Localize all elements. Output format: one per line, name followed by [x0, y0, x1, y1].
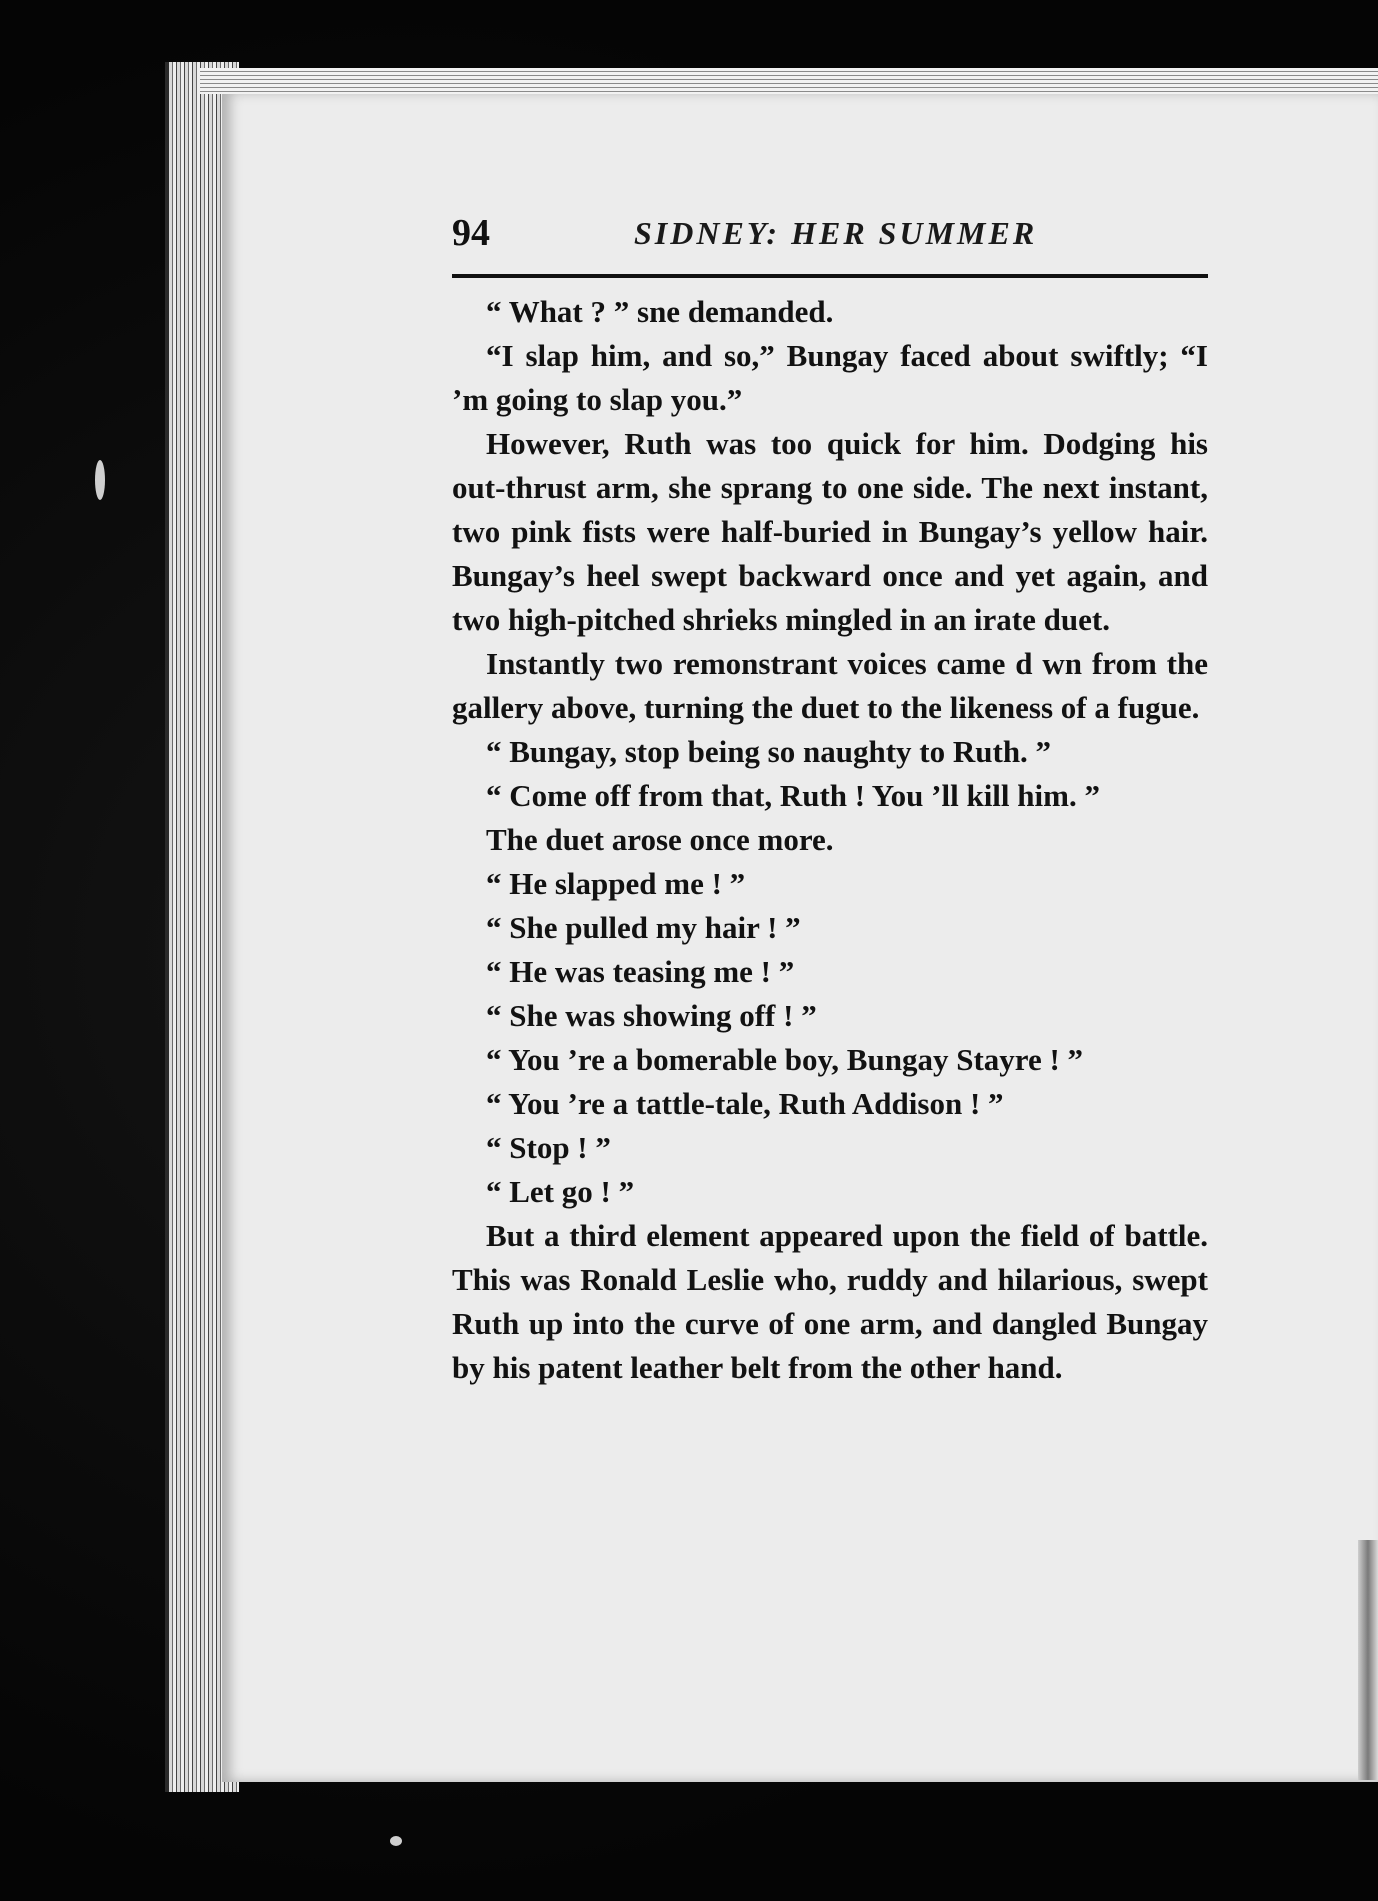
- paragraph: “ What ? ” sne demanded.: [486, 294, 834, 329]
- running-head: [452, 205, 1208, 265]
- dialogue-line: “ She was showing off ! ”: [486, 998, 817, 1033]
- dialogue-line: “ Stop ! ”: [486, 1130, 611, 1165]
- dialogue-line: “ She pulled my hair ! ”: [486, 910, 801, 945]
- page-number: 94: [452, 212, 490, 254]
- paragraph: But a third element appeared upon the field of battle. This was Ronald Leslie who, ruddy and hilarious, swept Ruth up into the curve of one arm, and dangled Bungay by his patent leather belt from the other hand.: [452, 1218, 1208, 1385]
- dialogue-line: “ You ’re a tattle-tale, Ruth Addison ! ”: [486, 1086, 1004, 1121]
- paragraph: However, Ruth was too quick for him. Dodging his out-thrust arm, she sprang to one side. The next instant, two pink fists were half-buried in Bungay’s yellow hair. Bungay’s heel swept backward once and yet again, and two high-pitched shrieks mingled in an irate duet.: [452, 426, 1208, 637]
- page-right-edge: [1358, 1540, 1378, 1780]
- paragraph: The duet arose once more.: [486, 822, 834, 857]
- dialogue-line: “ He was teasing me ! ”: [486, 954, 795, 989]
- body-text: [452, 290, 1208, 1390]
- paragraph: Instantly two remonstrant voices came d wn from the gallery above, turning the duet to the likeness of a fugue.: [452, 646, 1208, 725]
- dialogue-line: “ He slapped me ! ”: [486, 866, 746, 901]
- paragraph: “I slap him, and so,” Bungay faced about swiftly; “I ’m going to slap you.”: [452, 338, 1208, 417]
- dialogue-line: “ Come off from that, Ruth ! You ’ll kill him. ”: [486, 778, 1100, 813]
- header-rule: [452, 274, 1208, 278]
- dialogue-line: “ You ’re a bomerable boy, Bungay Stayre ! ”: [486, 1042, 1084, 1077]
- scan-artifact: [95, 460, 105, 500]
- page-top-edge: [200, 68, 1378, 94]
- dialogue-line: “ Let go ! ”: [486, 1174, 635, 1209]
- scan-artifact: [390, 1836, 402, 1846]
- dialogue-line: “ Bungay, stop being so naughty to Ruth. ”: [486, 734, 1052, 769]
- running-title: SIDNEY: HER SUMMER: [634, 215, 1038, 251]
